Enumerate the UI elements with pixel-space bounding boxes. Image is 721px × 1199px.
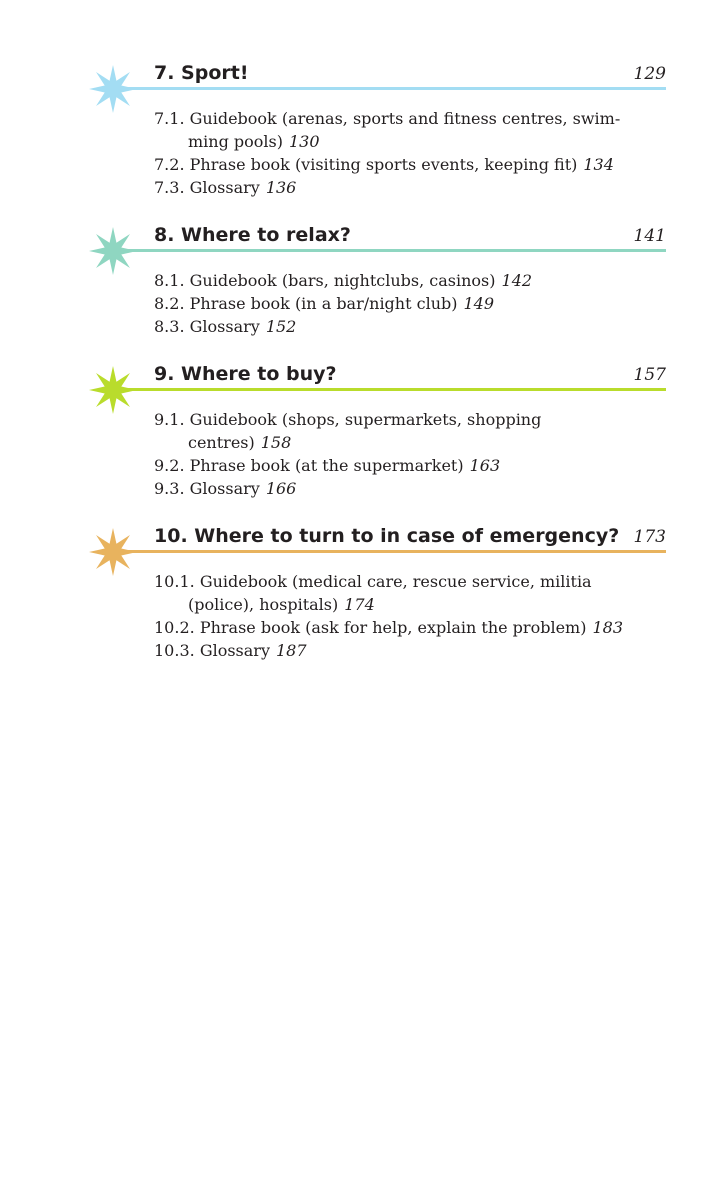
entry-text: Glossary bbox=[189, 178, 260, 197]
toc-entry[interactable] bbox=[154, 454, 624, 477]
entry-number: 8.2. bbox=[154, 294, 185, 313]
toc-entry[interactable] bbox=[154, 315, 624, 338]
toc-entry[interactable] bbox=[154, 153, 624, 176]
toc-entry[interactable] bbox=[154, 176, 624, 199]
entry-text: Guidebook (shops, supermarkets, shopping centres) bbox=[188, 410, 542, 452]
chapter-title[interactable]: 9. Where to buy? bbox=[154, 363, 337, 385]
entry-number: 10.3. bbox=[154, 641, 195, 660]
entry-number: 8.3. bbox=[154, 317, 185, 336]
chapter-page-number: 141 bbox=[633, 226, 666, 246]
toc-entry[interactable] bbox=[154, 477, 624, 500]
entry-page-number: 163 bbox=[469, 456, 501, 475]
entry-text: Phrase book (at the supermarket) bbox=[189, 456, 464, 475]
entry-page-number: 136 bbox=[265, 178, 297, 197]
entry-page-number: 149 bbox=[463, 294, 495, 313]
entry-list bbox=[154, 107, 624, 199]
entry-number: 9.3. bbox=[154, 479, 185, 498]
chapter-title[interactable]: 10. Where to turn to in case of emergency? bbox=[154, 525, 620, 547]
entry-page-number: 183 bbox=[592, 618, 623, 637]
entry-text: Phrase book (visiting sports events, keeping fit) bbox=[189, 155, 578, 174]
toc-entry[interactable] bbox=[154, 408, 624, 454]
entry-page-number: 142 bbox=[501, 271, 533, 290]
entry-page-number: 152 bbox=[265, 317, 297, 336]
entry-number: 9.2. bbox=[154, 456, 185, 475]
toc-entry[interactable] bbox=[154, 269, 624, 292]
entry-number: 7.3. bbox=[154, 178, 185, 197]
entry-text: Glossary bbox=[189, 317, 260, 336]
chapter-title[interactable]: 7. Sport! bbox=[154, 62, 249, 84]
entry-list bbox=[154, 570, 624, 662]
chapter-rule bbox=[113, 249, 666, 252]
entry-text: Phrase book (ask for help, explain the problem) bbox=[199, 618, 587, 637]
entry-number: 7.2. bbox=[154, 155, 185, 174]
chapter-title[interactable]: 8. Where to relax? bbox=[154, 224, 351, 246]
chapter-page-number: 129 bbox=[633, 64, 666, 84]
entry-list bbox=[154, 269, 624, 338]
chapter-rule bbox=[113, 550, 666, 553]
toc-entry[interactable] bbox=[154, 292, 624, 315]
entry-number: 10.2. bbox=[154, 618, 195, 637]
chapter-rule bbox=[113, 87, 666, 90]
toc-entry[interactable] bbox=[154, 107, 624, 153]
entry-text: Guidebook (medical care, rescue service, militia (police), hospitals) bbox=[188, 572, 592, 614]
entry-number: 7.1. bbox=[154, 109, 185, 128]
entry-list bbox=[154, 408, 624, 500]
entry-text: Glossary bbox=[199, 641, 270, 660]
entry-page-number: 187 bbox=[276, 641, 307, 660]
entry-page-number: 158 bbox=[260, 433, 292, 452]
chapter-page-number: 157 bbox=[633, 365, 666, 385]
entry-text: Phrase book (in a bar/night club) bbox=[189, 294, 458, 313]
toc-entry[interactable] bbox=[154, 639, 624, 662]
chapter-page-number: 173 bbox=[633, 527, 666, 547]
entry-page-number: 134 bbox=[583, 155, 614, 174]
entry-number: 8.1. bbox=[154, 271, 185, 290]
entry-page-number: 130 bbox=[289, 132, 320, 151]
chapter-rule bbox=[113, 388, 666, 391]
entry-text: Guidebook (bars, nightclubs, casinos) bbox=[189, 271, 496, 290]
entry-number: 10.1. bbox=[154, 572, 195, 591]
toc-entry[interactable] bbox=[154, 616, 624, 639]
toc-entry[interactable] bbox=[154, 570, 624, 616]
entry-page-number: 174 bbox=[344, 595, 375, 614]
entry-page-number: 166 bbox=[265, 479, 297, 498]
entry-number: 9.1. bbox=[154, 410, 185, 429]
entry-text: Guidebook (arenas, sports and fitness centres, swim-ming pools) bbox=[188, 109, 621, 151]
entry-text: Glossary bbox=[189, 479, 260, 498]
